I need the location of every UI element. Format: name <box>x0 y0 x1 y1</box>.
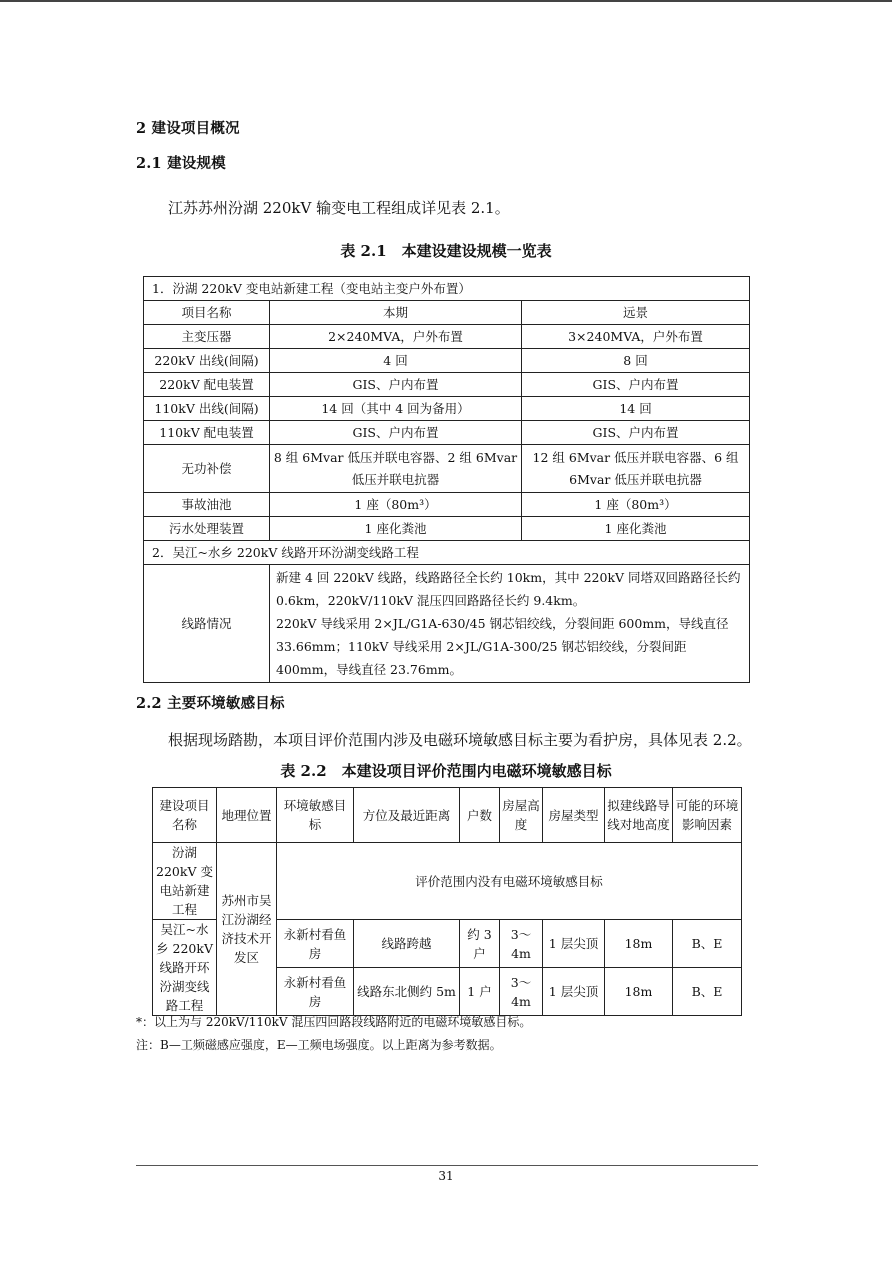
table-row <box>153 843 742 920</box>
target-cell: 永新村看鱼房 <box>277 968 354 1016</box>
households-cell: 约 3 户 <box>460 920 500 968</box>
group1-title: 1．汾湖 220kV 变电站新建工程（变电站主变户外布置） <box>144 277 750 301</box>
row-future: 1 座（80m³） <box>522 493 750 517</box>
header-type: 房屋类型 <box>543 788 605 843</box>
header-project: 建设项目名称 <box>153 788 217 843</box>
row-current: GIS、户内布置 <box>270 373 522 397</box>
row-name: 无功补偿 <box>144 445 270 493</box>
target-cell: 永新村看鱼房 <box>277 920 354 968</box>
row-current: 1 座（80m³） <box>270 493 522 517</box>
top-border <box>0 0 892 2</box>
row-future: 8 回 <box>522 349 750 373</box>
table2-header-row <box>153 788 742 843</box>
table-row <box>144 397 750 421</box>
scale-table <box>143 276 750 683</box>
line-label: 线路情况 <box>144 565 270 683</box>
section-heading-2: 2 建设项目概况 <box>136 120 240 137</box>
row-name: 220kV 配电装置 <box>144 373 270 397</box>
section-heading-2-2: 2.2 主要环境敏感目标 <box>136 695 285 712</box>
type-cell: 1 层尖顶 <box>543 968 605 1016</box>
header-target: 环境敏感目标 <box>277 788 354 843</box>
header-direction: 方位及最近距离 <box>354 788 460 843</box>
project-substation: 汾湖 220kV 变电站新建工程 <box>153 843 217 920</box>
line-height-cell: 18m <box>605 968 673 1016</box>
table-row <box>144 493 750 517</box>
row-future: 14 回 <box>522 397 750 421</box>
row-future: 1 座化粪池 <box>522 517 750 541</box>
row-current: 8 组 6Mvar 低压并联电容器、2 组 6Mvar 低压并联电抗器 <box>270 445 522 493</box>
table2-caption: 表 2.2 本建设项目评价范围内电磁环境敏感目标 <box>280 762 612 780</box>
table1-header-row <box>144 301 750 325</box>
households-cell: 1 户 <box>460 968 500 1016</box>
row-future: 3×240MVA，户外布置 <box>522 325 750 349</box>
row-name: 110kV 出线(间隔) <box>144 397 270 421</box>
legend-note: 注：B—工频磁感应强度，E—工频电场强度。以上距离为参考数据。 <box>136 1038 502 1052</box>
row-name: 主变压器 <box>144 325 270 349</box>
no-target-cell: 评价范围内没有电磁环境敏感目标 <box>277 843 742 920</box>
table-row <box>144 325 750 349</box>
header-current: 本期 <box>270 301 522 325</box>
row-name: 220kV 出线(间隔) <box>144 349 270 373</box>
line-desc-1: 新建 4 回 220kV 线路，线路路径全长约 10km，其中 220kV 同塔双回路路径长约 0.6km，220kV/110kV 混压四回路路径长约 9.4km。 <box>276 570 741 608</box>
row-name: 110kV 配电装置 <box>144 421 270 445</box>
table-row <box>144 349 750 373</box>
row-current: 4 回 <box>270 349 522 373</box>
row-name: 事故油池 <box>144 493 270 517</box>
row-name: 污水处理装置 <box>144 517 270 541</box>
location-cell: 苏州市吴江汾湖经济技术开发区 <box>217 843 277 1016</box>
table-row <box>144 445 750 493</box>
row-future: GIS、户内布置 <box>522 373 750 397</box>
height-cell: 3～4m <box>500 920 543 968</box>
table-row <box>144 373 750 397</box>
factors-cell: B、E <box>673 968 742 1016</box>
section-heading-2-1: 2.1 建设规模 <box>136 155 226 172</box>
line-height-cell: 18m <box>605 920 673 968</box>
header-location: 地理位置 <box>217 788 277 843</box>
direction-cell: 线路跨越 <box>354 920 460 968</box>
header-factors: 可能的环境影响因素 <box>673 788 742 843</box>
height-cell: 3～4m <box>500 968 543 1016</box>
intro-paragraph: 江苏苏州汾湖 220kV 输变电工程组成详见表 2.1。 <box>168 199 510 217</box>
table-row <box>144 517 750 541</box>
sensitive-targets-table <box>152 787 742 1016</box>
factors-cell: B、E <box>673 920 742 968</box>
table-row <box>144 421 750 445</box>
group2-title: 2．吴江~水乡 220kV 线路开环汾湖变线路工程 <box>144 541 750 565</box>
page-number: 31 <box>438 1169 454 1183</box>
paragraph-2-2: 根据现场踏勘，本项目评价范围内涉及电磁环境敏感目标主要为看护房，具体见表 2.2。 <box>168 731 752 749</box>
direction-cell: 线路东北侧约 5m <box>354 968 460 1016</box>
star-note: *：以上为与 220kV/110kV 混压四回路段线路附近的电磁环境敏感目标。 <box>136 1015 532 1029</box>
footer-divider <box>136 1165 758 1166</box>
table1-caption: 表 2.1 本建设建设规模一览表 <box>340 242 552 260</box>
line-description <box>270 565 750 683</box>
type-cell: 1 层尖顶 <box>543 920 605 968</box>
row-current: 2×240MVA，户外布置 <box>270 325 522 349</box>
header-households: 户数 <box>460 788 500 843</box>
project-line: 吴江~水乡 220kV 线路开环汾湖变线路工程 <box>153 920 217 1016</box>
row-future: 12 组 6Mvar 低压并联电容器、6 组 6Mvar 低压并联电抗器 <box>522 445 750 493</box>
line-desc-2: 220kV 导线采用 2×JL/G1A-630/45 钢芯铝绞线，分裂间距 600mm，导线直径 33.66mm；110kV 导线采用 2×JL/G1A-300/25 钢芯铝绞线，分裂间距 400mm，导线直径 23.76mm。 <box>276 616 729 677</box>
row-current: 14 回（其中 4 回为备用） <box>270 397 522 421</box>
row-current: 1 座化粪池 <box>270 517 522 541</box>
header-item-name: 项目名称 <box>144 301 270 325</box>
header-height: 房屋高度 <box>500 788 543 843</box>
header-line-height: 拟建线路导线对地高度 <box>605 788 673 843</box>
row-current: GIS、户内布置 <box>270 421 522 445</box>
header-future: 远景 <box>522 301 750 325</box>
row-future: GIS、户内布置 <box>522 421 750 445</box>
line-row <box>144 565 750 683</box>
